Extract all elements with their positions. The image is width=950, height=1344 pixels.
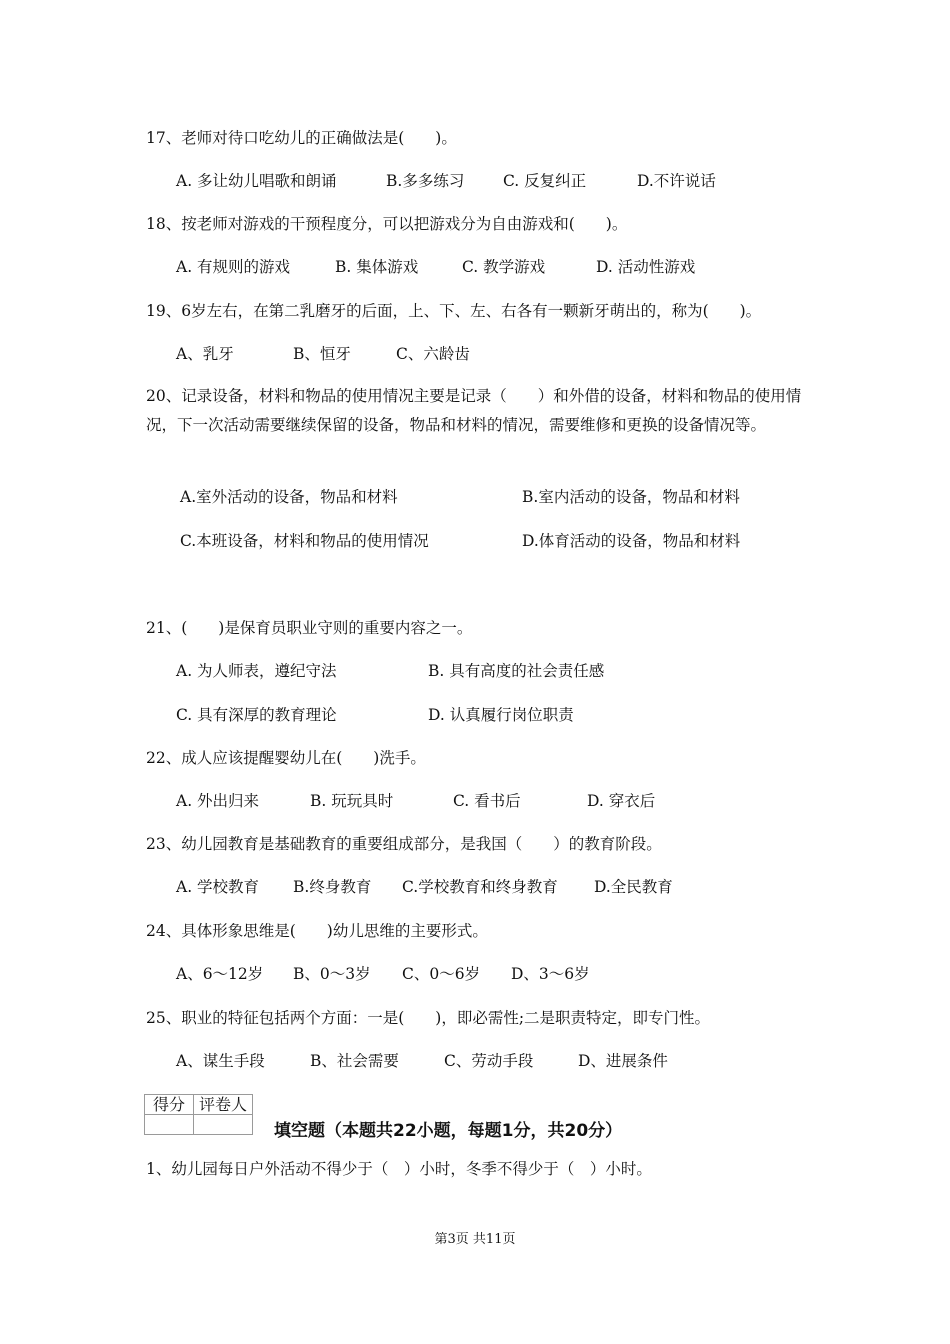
q18-option-d: D. 活动性游戏 (596, 258, 696, 276)
q17-option-c: C. 反复纠正 (503, 172, 587, 190)
question-21: 21、( )是保育员职业守则的重要内容之一。 (146, 619, 473, 637)
grader-cell (194, 1115, 253, 1135)
question-23: 23、幼儿园教育是基础教育的重要组成部分，是我国（ ）的教育阶段。 (146, 835, 662, 853)
q21-option-a: A. 为人师表，遵纪守法 (176, 662, 337, 680)
section-title: 填空题（本题共22小题，每题1分，共20分） (274, 1121, 623, 1141)
q23-option-d: D.全民教育 (594, 878, 673, 896)
q25-option-b: B、社会需要 (310, 1052, 399, 1070)
q20-option-a: A.室外活动的设备，物品和材料 (180, 488, 398, 506)
q24-option-c: C、0～6岁 (402, 965, 481, 983)
q22-option-a: A. 外出归来 (176, 792, 260, 810)
q25-option-a: A、谋生手段 (176, 1052, 265, 1070)
page-footer: 第3页 共11页 (434, 1232, 516, 1247)
q18-option-a: A. 有规则的游戏 (176, 258, 291, 276)
question-24: 24、具体形象思维是( )幼儿思维的主要形式。 (146, 922, 488, 940)
q25-option-d: D、进展条件 (578, 1052, 668, 1070)
q21-option-c: C. 具有深厚的教育理论 (176, 706, 337, 724)
question-17: 17、老师对待口吃幼儿的正确做法是( )。 (146, 129, 457, 147)
question-20: 20、记录设备，材料和物品的使用情况主要是记录（ ）和外借的设备，材料和物品的使用情况，下一次活动需要继续保留的设备，物品和材料的情况，需要维修和更换的设备情况等。 (146, 387, 802, 434)
q22-option-d: D. 穿衣后 (587, 792, 656, 810)
q23-option-b: B.终身教育 (293, 878, 372, 896)
question-19: 19、6岁左右，在第二乳磨牙的后面，上、下、左、右各有一颗新牙萌出的，称为( )。 (146, 302, 762, 320)
q24-option-d: D、3～6岁 (511, 965, 590, 983)
q19-option-a: A、乳牙 (176, 345, 234, 363)
score-box (144, 1094, 253, 1135)
q19-option-b: B、恒牙 (293, 345, 351, 363)
fill-question-1: 1、幼儿园每日户外活动不得少于（ ）小时，冬季不得少于（ ）小时。 (146, 1160, 652, 1178)
q18-option-c: C. 教学游戏 (462, 258, 546, 276)
q22-option-c: C. 看书后 (453, 792, 521, 810)
question-25: 25、职业的特征包括两个方面：一是( )，即必需性;二是职责特定，即专门性。 (146, 1009, 711, 1027)
q20-option-b: B.室内活动的设备，物品和材料 (522, 488, 740, 506)
q17-option-a: A. 多让幼儿唱歌和朗诵 (176, 172, 337, 190)
q22-option-b: B. 玩玩具时 (310, 792, 394, 810)
q24-option-a: A、6～12岁 (176, 965, 264, 983)
q19-option-c: C、六龄齿 (396, 345, 470, 363)
score-cell (145, 1115, 194, 1135)
q20-option-c: C.本班设备，材料和物品的使用情况 (180, 532, 429, 550)
q18-option-b: B. 集体游戏 (335, 258, 419, 276)
q23-option-a: A. 学校教育 (176, 878, 260, 896)
q24-option-b: B、0～3岁 (293, 965, 371, 983)
question-22: 22、成人应该提醒婴幼儿在( )洗手。 (146, 749, 426, 767)
q17-option-d: D.不许说话 (637, 172, 716, 190)
q21-option-b: B. 具有高度的社会责任感 (428, 662, 605, 680)
q21-option-d: D. 认真履行岗位职责 (428, 706, 574, 724)
grader-label: 评卷人 (194, 1095, 253, 1115)
q25-option-c: C、劳动手段 (444, 1052, 534, 1070)
score-label: 得分 (145, 1095, 194, 1115)
q20-option-d: D.体育活动的设备，物品和材料 (522, 532, 741, 550)
q17-option-b: B.多多练习 (386, 172, 465, 190)
question-18: 18、按老师对游戏的干预程度分，可以把游戏分为自由游戏和( )。 (146, 215, 628, 233)
q23-option-c: C.学校教育和终身教育 (402, 878, 558, 896)
